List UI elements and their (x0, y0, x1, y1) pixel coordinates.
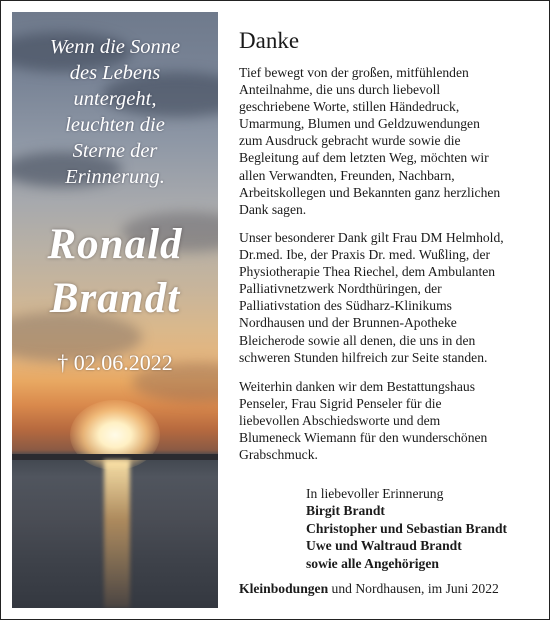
poem-line: leuchten die (65, 114, 165, 136)
text-line: Dank sagen. (239, 201, 307, 217)
text-line: geschriebene Worte, stillen Händedruck, (239, 99, 460, 115)
notice-title: Danke (239, 28, 300, 53)
poem-line: Sterne der (72, 140, 158, 162)
place-date: und Nordhausen, im Juni 2022 (328, 581, 499, 596)
text-line: Weiterhin danken wir dem Bestattungshaus (239, 379, 475, 394)
place-name: Kleinbodungen (239, 581, 329, 596)
text-line: Palliativstation des Südharz-Klinikums (239, 298, 452, 314)
text-line: Anteilnahme, die uns durch liebevoll (239, 82, 441, 98)
text-line: Blumeneck Wiemann für den wunderschönen (239, 430, 488, 446)
text-line: Umarmung, Blumen und Geldzuwendungen (239, 116, 480, 132)
poem-line: untergeht, (73, 88, 157, 110)
thanks-paragraph-2 (239, 229, 539, 366)
signature-name: Uwe und Waltraud Brandt (306, 538, 462, 554)
thanks-paragraph-1 (239, 64, 539, 218)
text-line: zum Ausdruck gebracht wurde sowie die (239, 133, 461, 149)
signature-block (306, 485, 507, 572)
text-line: Grabschmuck. (239, 447, 318, 463)
thanks-paragraph-3 (239, 378, 539, 463)
sunset-photo (12, 12, 218, 608)
signature-name: Birgit Brandt (306, 503, 385, 519)
text-line: liebevollen Abschiedsworte und dem (239, 413, 441, 429)
place-date-line (239, 581, 499, 597)
deceased-first-name: Ronald (47, 221, 183, 268)
sun-reflection (104, 460, 130, 608)
text-line: allen Verwandten, Freunden, Nachbarn, (239, 167, 455, 183)
text-line: Penseler, Frau Sigrid Penseler für die (239, 396, 442, 412)
text-line: Nordhausen und der Brunnen-Apotheke (239, 315, 457, 331)
text-line: Dr.med. Ibe, der Praxis Dr. med. Wußling, der (239, 247, 491, 263)
signature-name: sowie alle Angehörigen (306, 555, 439, 571)
text-line: Physiotherapie Thea Riechel, dem Ambulanten (239, 264, 496, 280)
text-line: Tief bewegt von der großen, mitfühlenden (239, 65, 469, 80)
signature-name: Christopher und Sebastian Brandt (306, 520, 508, 536)
text-line: Unser besonderer Dank gilt Frau DM Helmhold, (239, 230, 504, 245)
text-line: Begleitung auf dem letzten Weg, möchten wir (239, 150, 489, 166)
text-line: schweren Stunden hilfreich zur Seite standen. (239, 349, 488, 365)
text-line: Palliativnetzwerk Nordthüringen, der (239, 281, 442, 297)
poem-line: des Lebens (69, 62, 161, 84)
death-date: † 02.06.2022 (57, 350, 173, 375)
poem-line: Wenn die Sonne (49, 36, 181, 58)
poem-line: Erinnerung. (65, 166, 165, 188)
text-line: Arbeitskollegen und Bekannten ganz herzlichen (239, 184, 501, 200)
signature-intro: In liebevoller Erinnerung (306, 486, 444, 501)
text-line: Bleicherode sowie all denen, die uns in den (239, 332, 476, 348)
deceased-last-name: Brandt (49, 275, 181, 322)
